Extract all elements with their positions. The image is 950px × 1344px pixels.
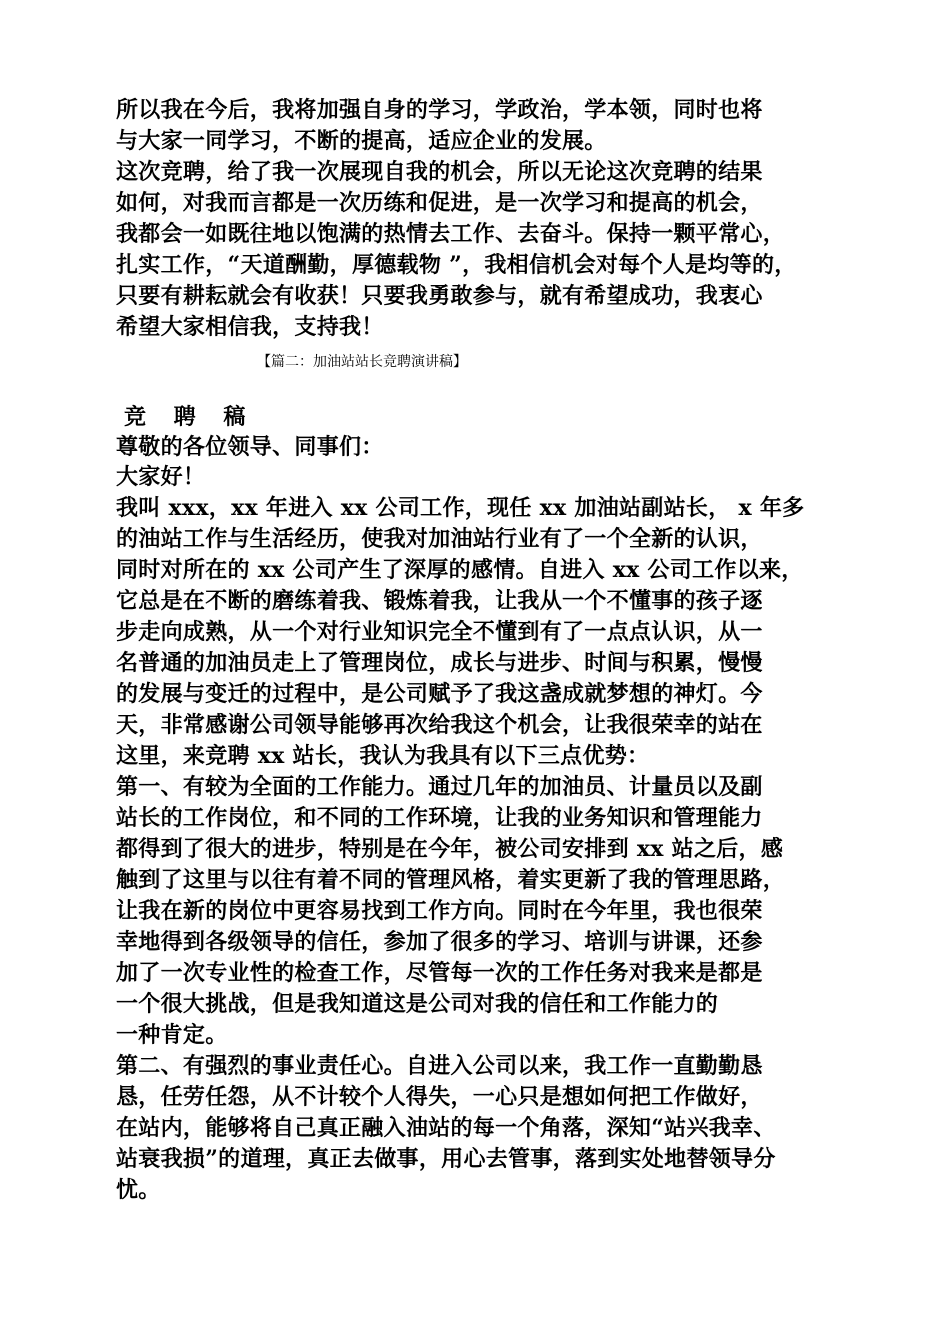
text-line: 它总是在不断的磨练着我、锻炼着我，让我从一个不懂事的孩子逐 [116,588,763,614]
text-line: 加了一次专业性的检查工作，尽管每一次的工作任务对我来是都是 [116,960,763,986]
text-line: 大家好！ [116,464,206,490]
text-line: 触到了这里与以往有着不同的管理风格，着实更新了我的管理思路， [116,867,786,893]
text-line: 让我在新的岗位中更容易找到工作方向。同时在今年里，我也很荣 [116,898,763,924]
text-line: 在站内，能够将自己真正融入油站的每一个角落，深知“站兴我幸、 [116,1115,776,1141]
text-line: 天，非常感谢公司领导能够再次给我这个机会，让我很荣幸的站在 [116,712,763,738]
text-line: 幸地得到各级领导的信任，参加了很多的学习、培训与讲课，还参 [116,929,763,955]
text-line: 尊敬的各位领导、同事们： [116,434,384,460]
text-line: 我都会一如既往地以饱满的热情去工作、去奋斗。保持一颗平常心， [116,221,786,247]
text-line: 我叫 xxx，xx 年进入 xx 公司工作，现任 xx 加油站副站长， x 年多 [116,495,805,521]
text-line: 如何，对我而言都是一次历练和促进，是一次学习和提高的机会， [116,190,763,216]
text-line: 的油站工作与生活经历，使我对加油站行业有了一个全新的认识， [116,526,763,552]
text-line: 站长的工作岗位，和不同的工作环境，让我的业务知识和管理能力 [116,805,763,831]
text-line: 同时对所在的 xx 公司产生了深厚的感情。自进入 xx 公司工作以来， [116,557,804,583]
text-line: 第二、有强烈的事业责任心。自进入公司以来，我工作一直勤勤恳 [116,1053,763,1079]
text-line: 的发展与变迁的过程中，是公司赋予了我这盏成就梦想的神灯。今 [116,681,763,707]
text-line: 第一、有较为全面的工作能力。通过几年的加油员、计量员以及副 [116,774,763,800]
text-line: 忧。 [116,1177,161,1203]
section-heading: 【篇二：加油站站长竞聘演讲稿】 [257,354,467,370]
text-line: 这次竞聘，给了我一次展现自我的机会，所以无论这次竞聘的结果 [116,159,763,185]
text-line: 名普通的加油员走上了管理岗位，成长与进步、时间与积累，慢慢 [116,650,763,676]
text-line: 这里，来竞聘 xx 站长，我认为我具有以下三点优势： [116,743,650,769]
text-line: 步走向成熟，从一个对行业知识完全不懂到有了一点点认识，从一 [116,619,763,645]
text-line: 所以我在今后，我将加强自身的学习，学政治，学本领，同时也将 [116,97,763,123]
text-line: 都得到了很大的进步，特别是在今年，被公司安排到 xx 站之后，感 [116,836,784,862]
text-line: 希望大家相信我，支持我！ [116,314,384,340]
text-line: 与大家一同学习，不断的提高，适应企业的发展。 [116,128,607,154]
text-line: 站衰我损”的道理，真正去做事，用心去管事，落到实处地替领导分 [116,1146,776,1172]
text-line: 只要有耕耘就会有收获！只要我勇敢参与，就有希望成功，我衷心 [116,283,763,309]
text-line: 扎实工作，“天道酬勤，厚德载物 ”，我相信机会对每个人是均等的， [116,252,797,278]
text-line: 恳，任劳任怨，从不计较个人得失，一心只是想如何把工作做好， [116,1084,763,1110]
document-title: 竞 聘 稿 [124,404,256,430]
text-line: 一种肯定。 [116,1022,228,1048]
text-line: 一个很大挑战，但是我知道这是公司对我的信任和工作能力的 [116,991,719,1017]
